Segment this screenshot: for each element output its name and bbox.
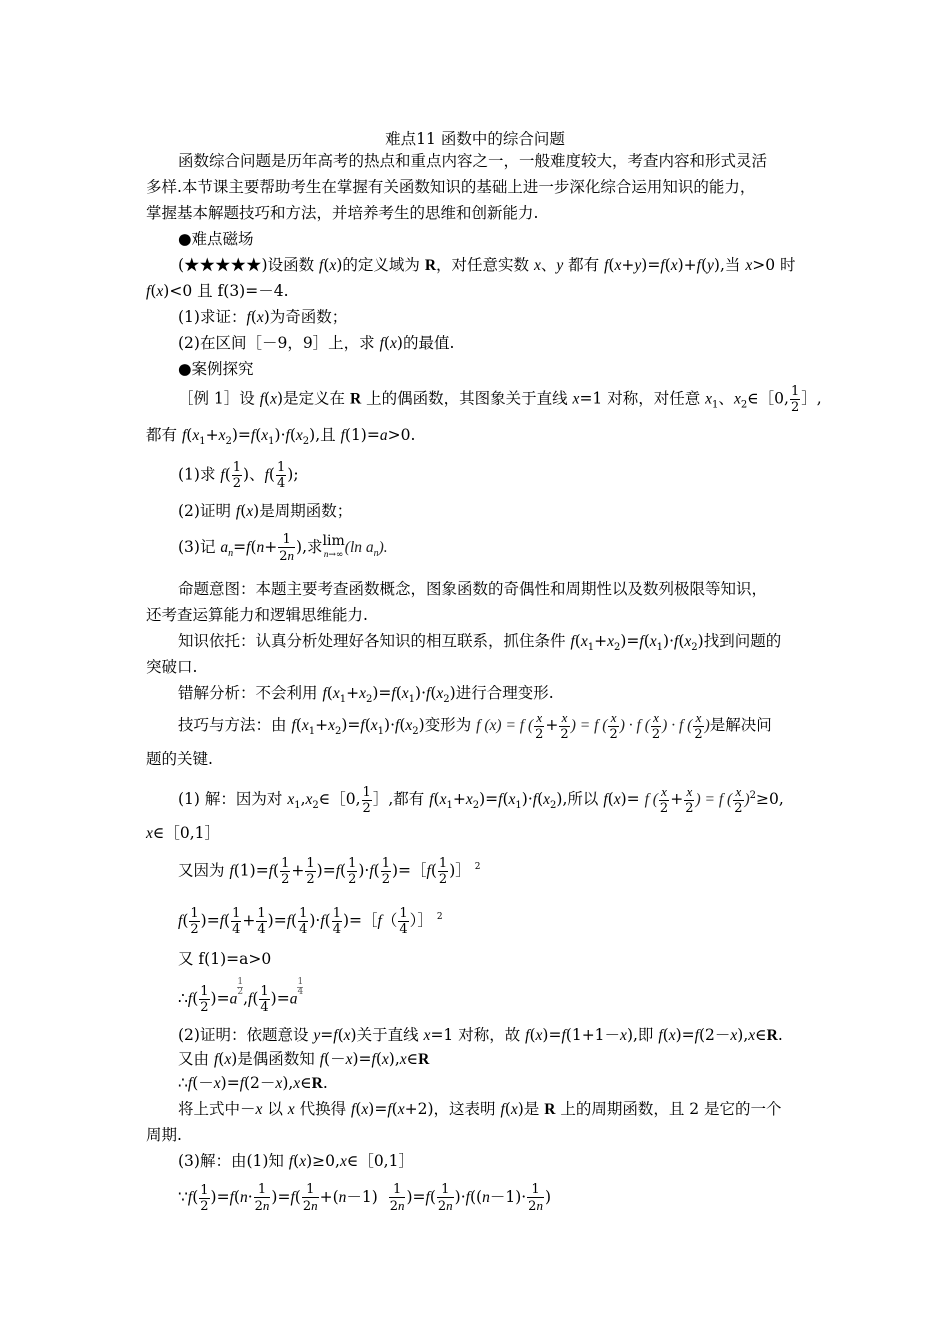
solution1-line-3: 又因为 f(1)=f( $\frac{1}{2}$ + $\frac{1}{2}$ )=f( $\frac{1}{2}$ )·f( $\frac{1}{2}$ )=［f( $\frac{1}{2}$ )］ $^2$ xyxy=(178,856,481,887)
problem-question-2: (2)在区间［－9，9］上，求 f(x)的最值. xyxy=(178,334,455,352)
skill-line-1: 技巧与方法：由 $f(x_1+x_2)=f(x_1)\cdot f(x_2)$变形为 f (x) = f ( $\frac{x}{2}$ + $\frac{x}{2}$ ) = f ( $\frac{x}{2}$ ) · f ( $\frac{x}{2}$ ) · f ( $\frac{x}{2}$ )是解决问 xyxy=(178,710,772,742)
solution1-line-1: (1) 解：因为对 $x_1,x_2\in[0$, $\frac{1}{2}$ ］,都有 $f(x_1+x_2)=f(x_1)\cdot f(x_2)$,所以 f(x)= f ( $\frac{x}{2}$ + $\frac{x}{2}$ ) = f ( $\frac{x}{2}$ )$^2$≥0, xyxy=(178,784,784,816)
solution1-line-6: ∴f( $\frac{1}{2}$ )=a $\frac{1}{2}$ ,f( $\frac{1}{4}$ )=a $\frac{1}{4}$ xyxy=(178,977,304,1015)
page-title: 难点11 函数中的综合问题 xyxy=(385,130,565,148)
solution2-line-1: (2)证明：依题意设 y=f(x)关于直线 x=1 对称，故 f(x)=f(1+1－x),即 f(x)=f(2－x),x∈R. xyxy=(178,1026,783,1044)
problem-line-1: (★★★★★)设函数 f(x)的定义域为 R，对任意实数 x、y 都有 f(x+y)=f(x)+f(y),当 x>0 时 xyxy=(178,256,796,274)
solution2-line-4: 将上式中－x 以 x 代换得 f(x)=f(x+2)，这表明 f(x)是 R 上的周期函数，且 2 是它的一个 xyxy=(178,1100,782,1118)
intro-line-1: 函数综合问题是历年高考的热点和重点内容之一，一般难度较大，考查内容和形式灵活 xyxy=(178,152,768,170)
solution1-line-5: 又 f(1)=a>0 xyxy=(178,950,272,968)
intro-line-3: 掌握基本解题技巧和方法，并培养考生的思维和创新能力. xyxy=(146,204,539,222)
solution1-line-4: f( $\frac{1}{2}$ )=f( $\frac{1}{4}$ + $\frac{1}{4}$ )=f( $\frac{1}{4}$ )·f( $\frac{1}{4}$ )=［f（ $\frac{1}{4}$ ）］ $^2$ xyxy=(178,906,443,937)
intro-line-2: 多样.本节课主要帮助考生在掌握有关函数知识的基础上进一步深化综合运用知识的能力， xyxy=(146,178,756,196)
intent-line-1: 命题意图：本题主要考查函数概念，图象函数的奇偶性和周期性以及数列极限等知识， xyxy=(178,580,768,598)
problem-line-2: f(x)<0 且 f(3)=－4. xyxy=(146,282,289,300)
solution3-line-1: (3)解：由(1)知 f(x)≥0,x∈［0,1］ xyxy=(178,1152,414,1170)
section-heading-magnet: ●难点磁场 xyxy=(178,230,254,248)
solution2-line-5: 周期. xyxy=(146,1126,182,1144)
skill-line-2: 题的关键. xyxy=(146,750,213,768)
solution3-line-2: ∵f( $\frac{1}{2}$ )=f(n· $\frac{1}{2n}$ )=f( $\frac{1}{2n}$ +(n－1) $\frac{1}{2n}$ )=f( $\frac{1}{2n}$ )·f((n－1)· $\frac{1}{2n}$ ) xyxy=(178,1182,552,1214)
knowledge-line-2: 突破口. xyxy=(146,658,198,676)
knowledge-line-1: 知识依托：认真分析处理好各知识的相互联系，抓住条件 $f(x_1+x_2)=f(x_1)\cdot f(x_2)$找到问题的 xyxy=(178,632,782,654)
example-question-3: (3)记 $a_n=f(n+$ $\frac{1}{2n}$ ),求 lim n→∞ (ln $a_n$). xyxy=(178,532,388,564)
solution1-line-2: x∈［0,1］ xyxy=(146,824,221,842)
example-question-1: (1)求 f( $\frac{1}{2}$ )、f( $\frac{1}{4}$ ); xyxy=(178,460,299,491)
example-question-2: (2)证明 f(x)是周期函数； xyxy=(178,502,353,520)
intent-line-2: 还考查运算能力和逻辑思维能力. xyxy=(146,606,368,624)
solution2-line-3: ∴f(－x)=f(2－x),x∈R. xyxy=(178,1074,328,1092)
example-line-2: 都有 $f(x_1+x_2)=f(x_1)\cdot f(x_2)$,且 f(1)=a>0. xyxy=(146,426,416,448)
example-line-1: ［例 1］设 f(x)是定义在 R 上的偶函数，其图象关于直线 x=1 对称，对任意 $x_1$、$x_2\in[0$, $\frac{1}{2}$ ］, xyxy=(178,384,822,415)
error-analysis-line: 错解分析：不会利用 $f(x_1+x_2)=f(x_1)\cdot f(x_2)$进行合理变形. xyxy=(178,684,554,706)
section-heading-cases: ●案例探究 xyxy=(178,360,254,378)
solution2-line-2: 又由 f(x)是偶函数知 f(－x)=f(x),x∈R xyxy=(178,1050,430,1068)
problem-question-1: (1)求证：f(x)为奇函数； xyxy=(178,308,348,326)
